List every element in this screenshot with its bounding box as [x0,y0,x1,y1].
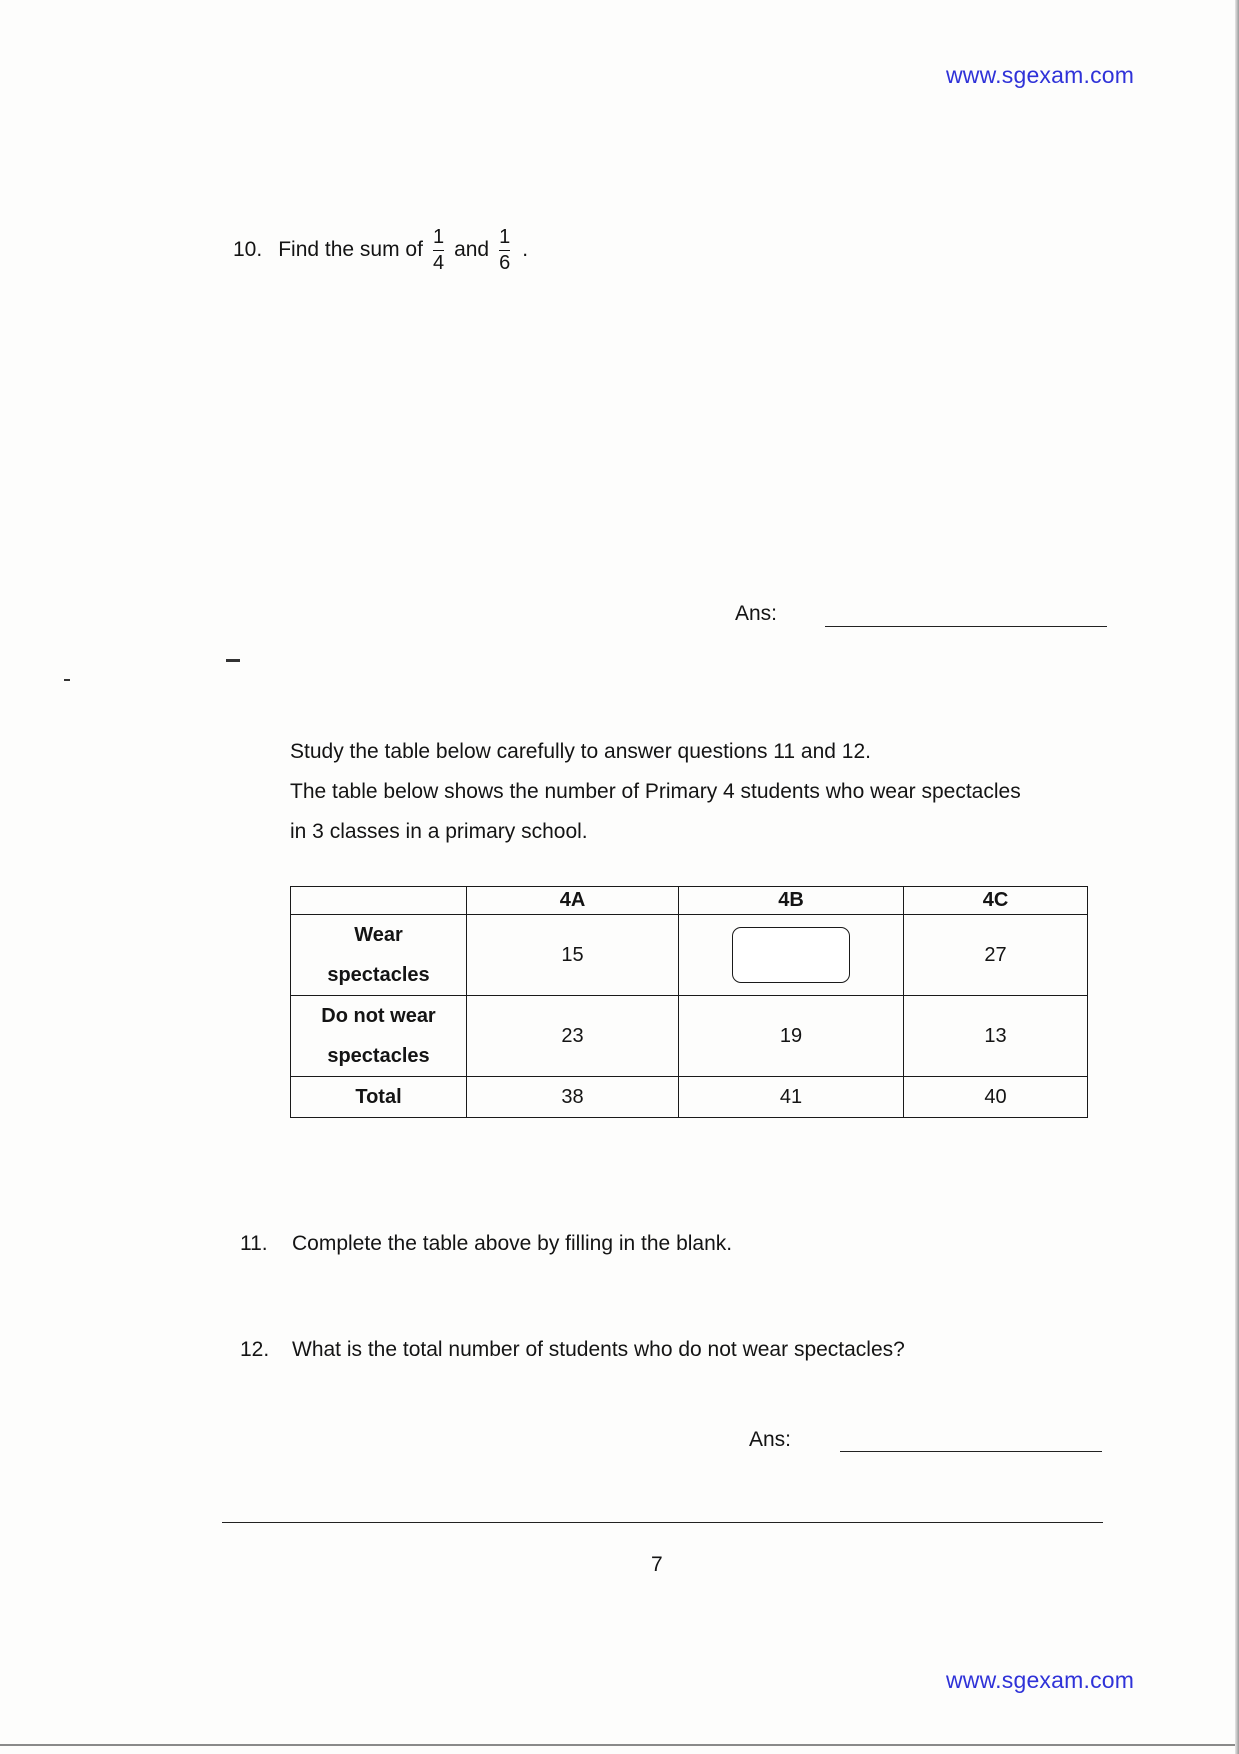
table-cell: 13 [904,996,1088,1077]
question-12-number: 12. [240,1338,270,1361]
question-10-end: . [522,238,529,261]
fraction-one-quarter [433,226,444,274]
question-11-text: Complete the table above by filling in the blank. [292,1232,733,1255]
fraction-denominator: 4 [432,252,445,274]
row-label-line: spectacles [327,964,430,986]
fraction-denominator: 6 [499,252,511,274]
question-10-text: Find the sum of [278,238,423,261]
question-10-answer-label: Ans: [735,602,778,625]
question-12-answer-line[interactable] [840,1451,1102,1452]
scan-mark [64,679,70,681]
question-10-answer-line[interactable] [825,626,1107,627]
question-12-answer-label: Ans: [749,1428,792,1451]
spectacles-table [290,886,1088,1118]
table-cell: 41 [679,1077,904,1118]
row-label-line: Do not wear [321,1005,436,1027]
row-label-line: spectacles [327,1045,430,1067]
intro-line: The table below shows the number of Primary 4 students who wear spectacles [290,780,1021,803]
table-cell: 19 [679,996,904,1077]
question-10-connector: and [454,238,490,261]
table-cell: 23 [467,996,679,1077]
table-cell: 40 [904,1077,1088,1118]
table-header-cell: 4A [467,887,679,915]
table-cell: 38 [467,1077,679,1118]
fraction-numerator: 1 [499,226,511,248]
fraction-bar [433,250,444,251]
intro-line: Study the table below carefully to answer questions 11 and 12. [290,740,871,763]
row-label-line: Wear [354,924,403,946]
row-label [291,915,467,996]
page-number: 7 [651,1553,663,1576]
header-site-link[interactable]: www.sgexam.com [946,62,1135,88]
question-10 [233,224,528,276]
table-cell-blank [679,915,904,996]
scan-mark [226,659,240,662]
footer-site-link[interactable]: www.sgexam.com [946,1667,1135,1693]
fraction-bar [499,250,510,251]
intro-line: in 3 classes in a primary school. [290,820,588,843]
table-cell: 15 [467,915,679,996]
table-header-cell: 4C [904,887,1088,915]
fraction-numerator: 1 [432,226,445,248]
table-intro [290,732,1090,852]
table-row [291,996,1088,1077]
question-11-number: 11. [240,1232,268,1255]
row-label: Total [291,1077,467,1118]
scan-page-edge-right [1235,0,1239,1754]
table-header-cell: 4B [679,887,904,915]
scan-page-edge-bottom [0,1744,1235,1746]
fraction-one-sixth [499,226,510,274]
table-header-cell [291,887,467,915]
question-10-number: 10. [233,238,263,261]
footer-rule [222,1522,1103,1523]
table-row [291,915,1088,996]
table-header-row [291,887,1088,915]
answer-blank-box[interactable] [732,927,850,983]
question-12-text: What is the total number of students who do not wear spectacles? [292,1338,905,1361]
table-cell: 27 [904,915,1088,996]
table-row-total [291,1077,1088,1118]
row-label [291,996,467,1077]
